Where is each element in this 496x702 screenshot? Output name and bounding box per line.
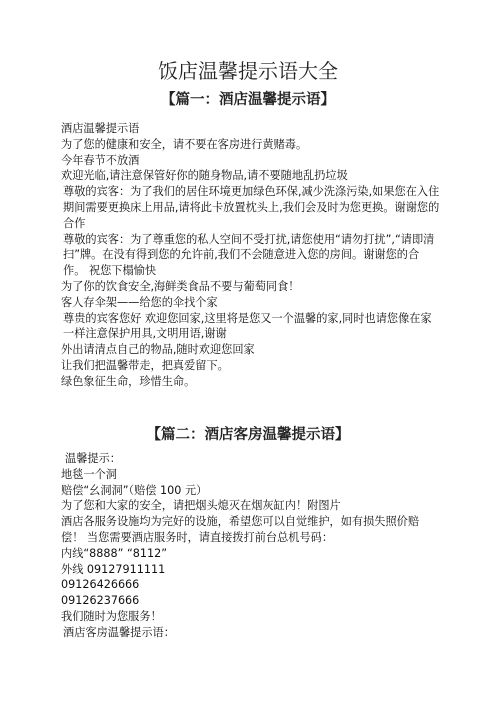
paragraph: 让我们把温馨带走，把真爱留下。 <box>61 358 229 372</box>
paragraph: 外出请清点自己的物品,随时欢迎您回家 <box>61 343 255 357</box>
paragraph: 外线 09127911111 <box>61 562 166 576</box>
section-1-body <box>61 121 441 390</box>
section-heading-2: 【篇二：酒店客房温馨提示语】 <box>146 426 350 443</box>
paragraph: 绿色象征生命，珍惜生命。 <box>61 374 196 388</box>
paragraph: 酒店客房温馨提示语： <box>63 625 175 639</box>
paragraph: 欢迎光临,请注意保管好你的随身物品,请不要随地乱扔垃圾 <box>61 169 348 183</box>
paragraph: 客人存伞架——给您的伞找个家 <box>61 295 218 309</box>
paragraph: 酒店各服务设施均为完好的设施，希望您可以自觉维护，如有损失照价赔偿！ 当您需要酒店服务时，请直接拨打前台总机号码： <box>61 515 420 544</box>
paragraph: 内线“8888” “8112” <box>61 546 168 560</box>
paragraph: 今年春节不放酒 <box>61 153 140 167</box>
paragraph: 酒店温馨提示语 <box>61 122 140 135</box>
paragraph: 地毯一个洞 <box>61 467 117 481</box>
paragraph: 赔偿“幺洞洞”（赔偿 100 元） <box>61 483 208 497</box>
section-heading-1: 【篇一：酒店温馨提示语】 <box>161 91 335 108</box>
paragraph: 09126426666 <box>61 578 140 592</box>
section-2-body <box>61 451 441 641</box>
paragraph: 为了您和大家的安全，请把烟头熄灭在烟灰缸内！附图片 <box>61 499 341 513</box>
document-title: 饭店温馨提示语大全 <box>158 59 338 83</box>
paragraph: 尊敬的宾客：为了我们的居住环境更加绿色环保,减少洗涤污染,如果您在入住期间需要更换床上用品,请将此卡放置枕头上,我们会及时为您更换。谢谢您的合作 <box>63 185 440 230</box>
paragraph: 我们随时为您服务！ <box>61 609 162 623</box>
paragraph: 尊敬的宾客：为了尊重您的私人空间不受打扰,请您使用“请勿打扰”,“请即清扫”牌。在没有得到您的允许前,我们不会随意进入您的房间。谢谢您的合作。 祝您下榻愉快 <box>63 232 435 278</box>
paragraph: 09126237666 <box>61 594 140 608</box>
paragraph: 尊贵的宾客您好 欢迎您回家,这里将是您又一个温馨的家,同时也请您像在家一样注意保护用具,文明用语,谢谢 <box>63 311 432 341</box>
paragraph: 温馨提示： <box>65 452 121 465</box>
paragraph: 为了你的饮食安全,海鲜类食品不要与葡萄同食！ <box>61 279 300 293</box>
paragraph: 为了您的健康和安全，请不要在客房进行黄赌毒。 <box>61 137 308 151</box>
